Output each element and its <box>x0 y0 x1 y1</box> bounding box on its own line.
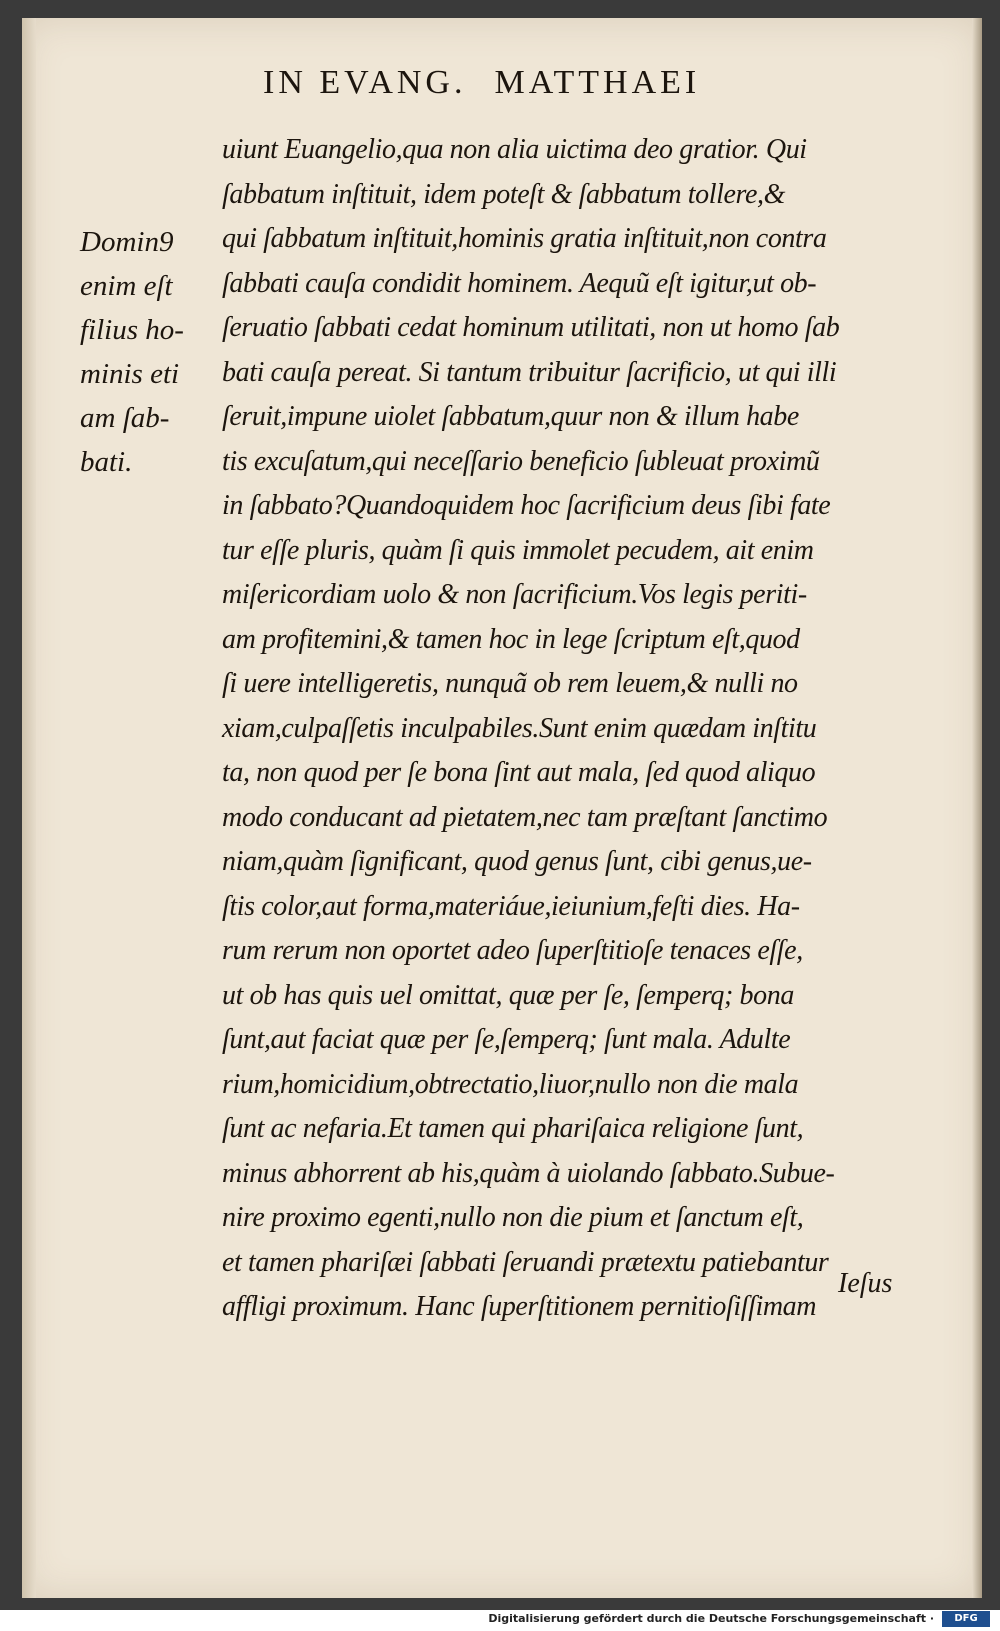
marginal-note-line: filius ho- <box>80 314 184 346</box>
running-head <box>263 64 803 102</box>
text-line: affligi proximum. Hanc ſuperſtitionem pernitioſiſſimam <box>222 1291 817 1322</box>
marginal-note-line: bati. <box>80 446 133 478</box>
text-line: niam,quàm ſignificant, quod genus ſunt, cibi genus,ue- <box>222 846 812 877</box>
text-line: uiunt Euangelio,qua non alia uictima deo gratior. Qui <box>222 134 807 165</box>
text-line: ſabbatum inſtituit, idem poteſt & ſabbatum tollere,& <box>222 178 786 210</box>
marginal-note-line: minis eti <box>80 358 180 390</box>
text-line: ſunt ac nefaria.Et tamen qui phariſaica religione ſunt, <box>222 1113 804 1144</box>
text-line: ſeruatio ſabbati cedat hominum utilitati, non ut homo ſab <box>222 312 840 343</box>
page-outer-edge <box>972 18 982 1598</box>
text-line: ſi uere intelligeretis, nunquã ob rem leuem,& nulli no <box>222 668 798 699</box>
text-line: ſunt,aut faciat quæ per ſe,ſemperq; ſunt mala. Adulte <box>222 1024 791 1055</box>
text-line: ſtis color,aut forma,materiáue,ieiunium,feſti dies. Ha- <box>222 890 800 922</box>
text-line: in ſabbato?Quandoquidem hoc ſacrificium deus ſibi fate <box>222 490 831 521</box>
text-line: ſeruit,impune uiolet ſabbatum,quur non & illum habe <box>222 401 799 432</box>
text-line: rum rerum non oportet adeo ſuperſtitioſe tenaces eſſe, <box>222 935 803 966</box>
catchword: Ieſus <box>838 1268 893 1299</box>
text-line: bati cauſa pereat. Si tantum tribuitur ſacrificio, ut qui illi <box>222 356 837 388</box>
text-line: et tamen phariſæi ſabbati ſeruandi prætextu patiebantur <box>222 1246 829 1278</box>
marginal-note <box>80 220 210 484</box>
text-line: qui ſabbatum inſtituit,hominis gratia inſtituit,non contra <box>222 223 827 254</box>
text-line: xiam,culpaſſetis inculpabiles.Sunt enim quædam inſtitu <box>222 712 817 744</box>
text-line: miſericordiam uolo & non ſacrificium.Vos legis periti- <box>222 579 807 610</box>
text-line: am profitemini,& tamen hoc in lege ſcriptum eſt,quod <box>222 623 800 655</box>
text-line: tur eſſe pluris, quàm ſi quis immolet pecudem, ait enim <box>222 534 814 566</box>
text-line: ta, non quod per ſe bona ſint aut mala, ſed quod aliquo <box>222 757 816 788</box>
page-gutter-edge <box>22 18 36 1598</box>
text-line: ſabbati cauſa condidit hominem. Aequũ eſt igitur,ut ob- <box>222 267 817 299</box>
text-line: ut ob has quis uel omittat, quæ per ſe, ſemperq; bona <box>222 979 794 1011</box>
body-text <box>222 128 922 1330</box>
running-head-right: MATTHAEI <box>494 64 701 101</box>
text-line: minus abhorrent ab his,quàm à uiolando ſabbato.Subue- <box>222 1157 835 1189</box>
funding-credit: Digitalisierung gefördert durch die Deutsche Forschungsgemeinschaft · <box>488 1612 934 1625</box>
text-line: rium,homicidium,obtrectatio,liuor,nullo non die mala <box>222 1068 799 1100</box>
marginal-note-line: enim eſt <box>80 270 173 302</box>
marginal-note-line: Domin9 <box>80 226 174 258</box>
text-line: tis excuſatum,qui neceſſario beneficio ſubleuat proximũ <box>222 445 820 477</box>
running-head-left: IN EVANG. <box>263 64 467 101</box>
text-line: modo conducant ad pietatem,nec tam præſtant ſanctimo <box>222 801 828 833</box>
marginal-note-line: am ſab- <box>80 402 170 434</box>
text-line: nire proximo egenti,nullo non die pium et ſanctum eſt, <box>222 1202 804 1233</box>
dfg-logo[interactable]: DFG <box>942 1611 990 1627</box>
